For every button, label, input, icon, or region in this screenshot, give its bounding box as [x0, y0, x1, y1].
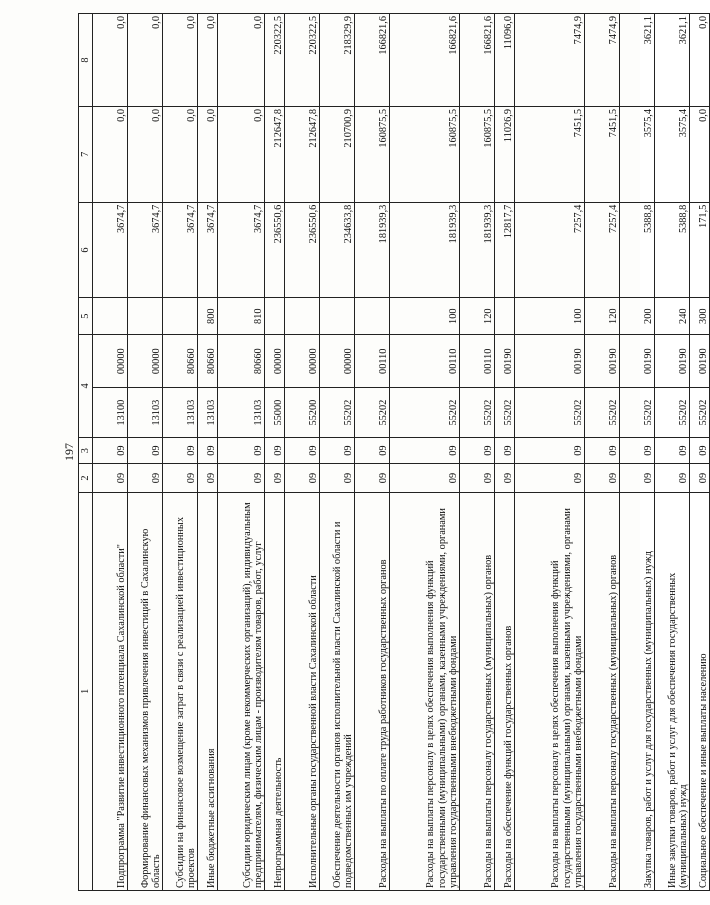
- target-article-code-cell: 55000: [265, 388, 285, 437]
- subsection-code-cell: 09: [198, 437, 218, 464]
- section-code-cell: 09: [655, 464, 690, 492]
- section-code-cell: 09: [690, 464, 710, 492]
- expense-type-cell: [128, 298, 163, 335]
- section-code-cell: 09: [320, 464, 355, 492]
- section-code-cell: 09: [515, 464, 585, 492]
- row-name-cell: Расходы на выплаты персоналу в целях обеспечения выполнения функций государственными (муниципальными) органами, казенными учреждениями, органами управления государственными внебюджетными фондами: [515, 492, 585, 890]
- row-name-cell: Расходы на выплаты по оплате труда работников государственных органов: [355, 492, 390, 890]
- amount-col7-cell: 0,0: [93, 106, 128, 202]
- table-row: [585, 14, 620, 891]
- amount-col7-cell: 0,0: [163, 106, 198, 202]
- target-article-code-cell: 13100: [93, 388, 128, 437]
- amount-col6-cell: 7257,4: [515, 202, 585, 298]
- expense-type-cell: [285, 298, 320, 335]
- page-number: 197: [62, 443, 76, 461]
- row-name-cell: Обеспечение деятельности органов исполнительной власти Сахалинской области и подведомственных им учреждений: [320, 492, 355, 890]
- amount-col6-cell: 236550,6: [285, 202, 320, 298]
- subsection-code-cell: 09: [355, 437, 390, 464]
- section-code-cell: 09: [460, 464, 495, 492]
- column-number-header-cell: 2: [79, 464, 93, 492]
- expense-type-cell: [495, 298, 515, 335]
- target-article-suffix-cell: 80660: [218, 335, 265, 388]
- subsection-code-cell: 09: [460, 437, 495, 464]
- amount-col7-cell: 7451,5: [515, 106, 585, 202]
- expense-type-cell: [93, 298, 128, 335]
- subsection-code-cell: 09: [620, 437, 655, 464]
- amount-col6-cell: 5388,8: [620, 202, 655, 298]
- amount-col8-cell: 3621,1: [655, 14, 690, 107]
- target-article-code-cell: 55202: [515, 388, 585, 437]
- subsection-code-cell: 09: [390, 437, 460, 464]
- target-article-suffix-cell: 80660: [198, 335, 218, 388]
- target-article-code-cell: 13103: [198, 388, 218, 437]
- target-article-suffix-cell: 00000: [265, 335, 285, 388]
- target-article-code-cell: 13103: [128, 388, 163, 437]
- row-name-cell: Субсидии на финансовое возмещение затрат в связи с реализацией инвестиционных проектов: [163, 492, 198, 890]
- subsection-code-cell: 09: [218, 437, 265, 464]
- table-row: [355, 14, 390, 891]
- row-name-cell: Подпрограмма "Развитие инвестиционного потенциала Сахалинской области": [93, 492, 128, 890]
- section-code-cell: 09: [585, 464, 620, 492]
- amount-col6-cell: 7257,4: [585, 202, 620, 298]
- target-article-code-cell: 55202: [460, 388, 495, 437]
- amount-col7-cell: 0,0: [218, 106, 265, 202]
- amount-col7-cell: 212647,8: [265, 106, 285, 202]
- amount-col7-cell: 160875,5: [355, 106, 390, 202]
- amount-col6-cell: 3674,7: [218, 202, 265, 298]
- table-row: [285, 14, 320, 891]
- amount-col7-cell: 0,0: [128, 106, 163, 202]
- subsection-code-cell: 09: [93, 437, 128, 464]
- section-code-cell: 09: [128, 464, 163, 492]
- expense-type-cell: 120: [460, 298, 495, 335]
- amount-col7-cell: 160875,5: [460, 106, 495, 202]
- table-row: [218, 14, 265, 891]
- amount-col8-cell: 166821,6: [460, 14, 495, 107]
- section-code-cell: 09: [355, 464, 390, 492]
- column-number-header-cell: 8: [79, 14, 93, 107]
- subsection-code-cell: 09: [320, 437, 355, 464]
- expense-type-cell: 200: [620, 298, 655, 335]
- amount-col8-cell: 0,0: [93, 14, 128, 107]
- table-row: [93, 14, 128, 891]
- row-name-cell: Социальное обеспечение и иные выплаты населению: [690, 492, 710, 890]
- section-code-cell: 09: [218, 464, 265, 492]
- amount-col6-cell: 236550,6: [265, 202, 285, 298]
- table-row: [163, 14, 198, 891]
- table-row: [515, 14, 585, 891]
- section-code-cell: 09: [198, 464, 218, 492]
- subsection-code-cell: 09: [585, 437, 620, 464]
- amount-col8-cell: 0,0: [163, 14, 198, 107]
- amount-col6-cell: 181939,3: [355, 202, 390, 298]
- expense-type-cell: 810: [218, 298, 265, 335]
- expense-type-cell: 120: [585, 298, 620, 335]
- target-article-code-cell: 13103: [218, 388, 265, 437]
- expense-type-cell: 100: [390, 298, 460, 335]
- column-number-header-cell: 1: [79, 492, 93, 890]
- amount-col8-cell: 3621,1: [620, 14, 655, 107]
- table-row: [655, 14, 690, 891]
- amount-col7-cell: 0,0: [690, 106, 710, 202]
- target-article-suffix-cell: 00110: [355, 335, 390, 388]
- column-number-header-cell: 5: [79, 298, 93, 335]
- amount-col7-cell: 11026,9: [495, 106, 515, 202]
- target-article-suffix-cell: 80660: [163, 335, 198, 388]
- row-name-cell: Расходы на выплаты персоналу государственных (муниципальных) органов: [460, 492, 495, 890]
- amount-col7-cell: 7451,5: [585, 106, 620, 202]
- amount-col6-cell: 181939,3: [390, 202, 460, 298]
- amount-col8-cell: 166821,6: [355, 14, 390, 107]
- expense-type-cell: 100: [515, 298, 585, 335]
- amount-col6-cell: 3674,7: [93, 202, 128, 298]
- amount-col6-cell: 181939,3: [460, 202, 495, 298]
- row-name-cell: Иные бюджетные ассигнования: [198, 492, 218, 890]
- amount-col6-cell: 171,5: [690, 202, 710, 298]
- column-number-header-row: [79, 14, 93, 891]
- target-article-code-cell: 55202: [390, 388, 460, 437]
- table-row: [460, 14, 495, 891]
- amount-col8-cell: 220322,5: [285, 14, 320, 107]
- expense-type-cell: [163, 298, 198, 335]
- table-row: [390, 14, 460, 891]
- amount-col8-cell: 0,0: [128, 14, 163, 107]
- expense-type-cell: [355, 298, 390, 335]
- amount-col6-cell: 234633,8: [320, 202, 355, 298]
- amount-col6-cell: 3674,7: [163, 202, 198, 298]
- target-article-suffix-cell: 00190: [585, 335, 620, 388]
- amount-col8-cell: 220322,5: [265, 14, 285, 107]
- target-article-suffix-cell: 00190: [495, 335, 515, 388]
- target-article-code-cell: 55202: [620, 388, 655, 437]
- section-code-cell: 09: [495, 464, 515, 492]
- section-code-cell: 09: [163, 464, 198, 492]
- table-row: [620, 14, 655, 891]
- amount-col8-cell: 0,0: [218, 14, 265, 107]
- expense-type-cell: [320, 298, 355, 335]
- target-article-code-cell: 55202: [355, 388, 390, 437]
- subsection-code-cell: 09: [515, 437, 585, 464]
- amount-col7-cell: 3575,4: [655, 106, 690, 202]
- expense-type-cell: 300: [690, 298, 710, 335]
- table-row: [128, 14, 163, 891]
- rotated-document: [62, 13, 709, 891]
- section-code-cell: 09: [390, 464, 460, 492]
- target-article-code-cell: 55202: [495, 388, 515, 437]
- table-row: [495, 14, 515, 891]
- target-article-suffix-cell: 00190: [620, 335, 655, 388]
- row-name-cell: Расходы на выплаты персоналу в целях обеспечения выполнения функций государственными (муниципальными) органами, казенными учреждениями, органами управления государственными внебюджетными фондами: [390, 492, 460, 890]
- subsection-code-cell: 09: [655, 437, 690, 464]
- amount-col8-cell: 0,0: [690, 14, 710, 107]
- expense-type-cell: [265, 298, 285, 335]
- amount-col8-cell: 7474,9: [515, 14, 585, 107]
- row-name-cell: Исполнительные органы государственной власти Сахалинской области: [285, 492, 320, 890]
- target-article-code-cell: 55202: [690, 388, 710, 437]
- subsection-code-cell: 09: [265, 437, 285, 464]
- row-name-cell: Субсидии юридическим лицам (кроме некоммерческих организаций), индивидуальным предпринимателям, физическим лицам - производителям товаров, работ, услуг: [218, 492, 265, 890]
- table-row: [690, 14, 710, 891]
- amount-col6-cell: 12817,7: [495, 202, 515, 298]
- target-article-suffix-cell: 00190: [655, 335, 690, 388]
- column-number-header-cell: 7: [79, 106, 93, 202]
- subsection-code-cell: 09: [163, 437, 198, 464]
- row-name-cell: Расходы на обеспечение функций государственных органов: [495, 492, 515, 890]
- amount-col7-cell: 3575,4: [620, 106, 655, 202]
- row-name-cell: Иные закупки товаров, работ и услуг для обеспечения государственных (муниципальных) нужд: [655, 492, 690, 890]
- target-article-suffix-cell: 00110: [390, 335, 460, 388]
- table-row: [320, 14, 355, 891]
- section-code-cell: 09: [620, 464, 655, 492]
- section-code-cell: 09: [265, 464, 285, 492]
- target-article-code-cell: 55202: [320, 388, 355, 437]
- target-article-suffix-cell: 00000: [128, 335, 163, 388]
- target-article-suffix-cell: 00000: [93, 335, 128, 388]
- row-name-cell: Закупка товаров, работ и услуг для государственных (муниципальных) нужд: [620, 492, 655, 890]
- target-article-code-cell: 55202: [655, 388, 690, 437]
- amount-col8-cell: 11096,0: [495, 14, 515, 107]
- amount-col8-cell: 7474,9: [585, 14, 620, 107]
- target-article-suffix-cell: 00000: [320, 335, 355, 388]
- subsection-code-cell: 09: [495, 437, 515, 464]
- amount-col8-cell: 0,0: [198, 14, 218, 107]
- amount-col7-cell: 0,0: [198, 106, 218, 202]
- row-name-cell: Формирование финансовых механизмов привлечения инвестиций в Сахалинскую область: [128, 492, 163, 890]
- amount-col8-cell: 218329,9: [320, 14, 355, 107]
- amount-col8-cell: 166821,6: [390, 14, 460, 107]
- target-article-code-cell: 55202: [585, 388, 620, 437]
- column-number-header-cell: 6: [79, 202, 93, 298]
- subsection-code-cell: 09: [285, 437, 320, 464]
- table-row: [198, 14, 218, 891]
- amount-col7-cell: 210700,9: [320, 106, 355, 202]
- amount-col6-cell: 5388,8: [655, 202, 690, 298]
- amount-col6-cell: 3674,7: [128, 202, 163, 298]
- expense-type-cell: 240: [655, 298, 690, 335]
- subsection-code-cell: 09: [128, 437, 163, 464]
- target-article-suffix-cell: 00000: [285, 335, 320, 388]
- target-article-suffix-cell: 00190: [515, 335, 585, 388]
- expense-type-cell: 800: [198, 298, 218, 335]
- subsection-code-cell: 09: [690, 437, 710, 464]
- row-name-cell: Расходы на выплаты персоналу государственных (муниципальных) органов: [585, 492, 620, 890]
- table-row: [265, 14, 285, 891]
- column-number-header-cell: 4: [79, 335, 93, 438]
- amount-col6-cell: 3674,7: [198, 202, 218, 298]
- amount-col7-cell: 160875,5: [390, 106, 460, 202]
- section-code-cell: 09: [93, 464, 128, 492]
- section-code-cell: 09: [285, 464, 320, 492]
- target-article-code-cell: 55200: [285, 388, 320, 437]
- target-article-code-cell: 13103: [163, 388, 198, 437]
- target-article-suffix-cell: 00190: [690, 335, 710, 388]
- row-name-cell: Непрограммная деятельность: [265, 492, 285, 890]
- target-article-suffix-cell: 00110: [460, 335, 495, 388]
- column-number-header-cell: 3: [79, 437, 93, 464]
- budget-table: [78, 13, 710, 891]
- amount-col7-cell: 212647,8: [285, 106, 320, 202]
